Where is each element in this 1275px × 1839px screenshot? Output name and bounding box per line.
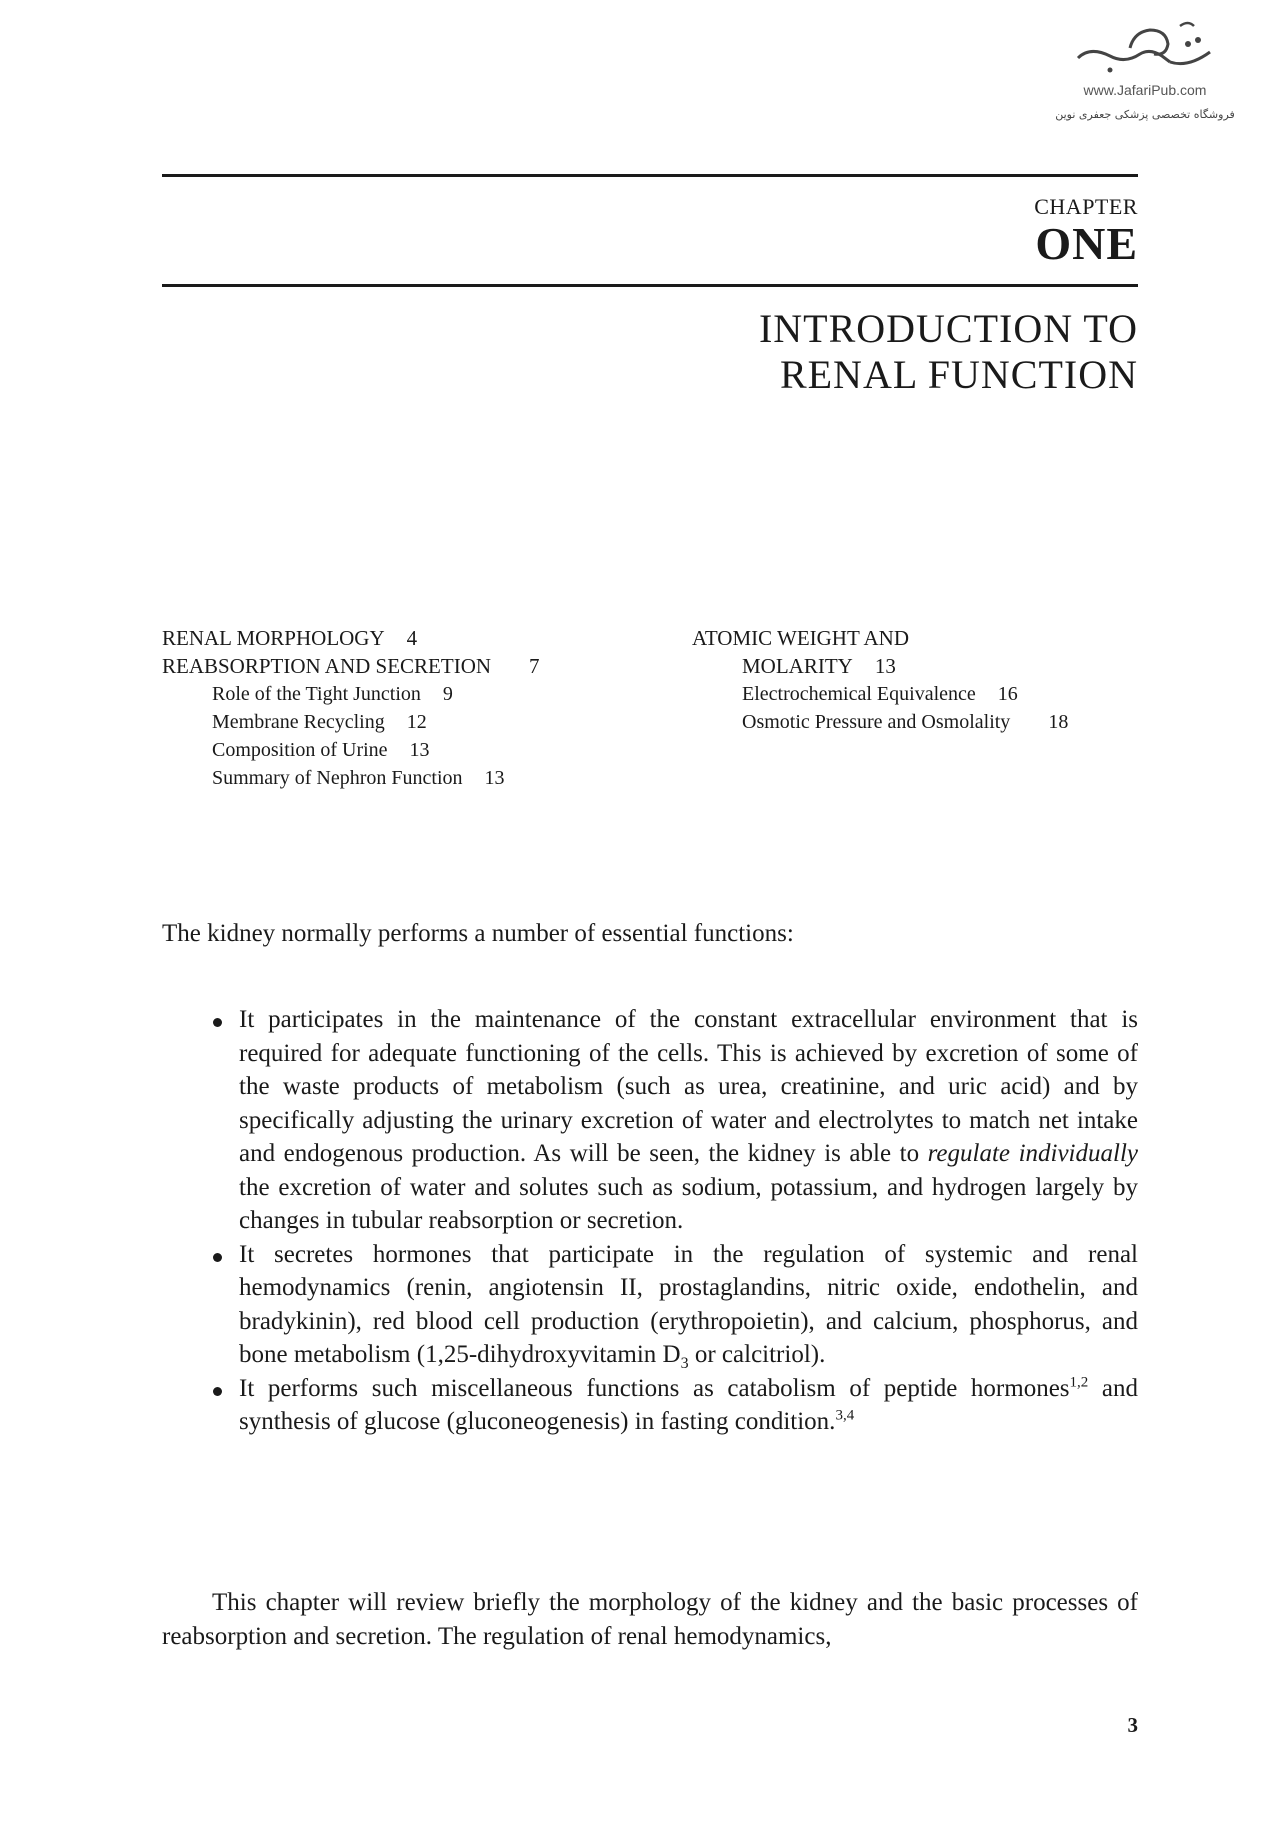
publisher-logo-icon [1070, 18, 1220, 80]
footnote-ref: 3,4 [835, 1407, 855, 1424]
chapter-title [759, 306, 1138, 398]
watermark-url: www.JafariPub.com [1083, 82, 1207, 98]
footnote-ref: 1,2 [1069, 1374, 1089, 1391]
intro-sentence: The kidney normally performs a number of essential functions: [162, 920, 794, 947]
toc-entry-continued: MOLARITY 13 [742, 654, 896, 678]
list-item: It secretes hormones that participate in the regulation of systemic and renal hemodynamics (renin, angiotensin II, prostaglandins, nitric oxide, endothelin, and bradykinin), red blood cell production (erythropoietin), and calcium, phosphorus, and bone metabolism (1,25-dihydroxyvitamin $D_3$ or calcitriol). [211, 1238, 1138, 1372]
toc-subentry: Electrochemical Equivalence 16 [742, 683, 1018, 705]
chapter-title-line-1: INTRODUCTION TO [758, 306, 1138, 351]
toc-entry: REABSORPTION AND SECRETION 7 [162, 654, 540, 678]
watermark-subtitle: فروشگاه تخصصی پزشکی جعفری نوین [1055, 108, 1235, 121]
list-item: It participates in the maintenance of the constant extracellular environment that is required for adequate functioning of the cells. This is achieved by excretion of some of the waste products of metabolism (such as urea, creatinine, and uric acid) and by specifically adjusting the urinary excretion of water and electrolytes to match net intake and endogenous production. As will be seen, the kidney is able to regulate individually the excretion of water and solutes such as sodium, potassium, and hydrogen largely by changes in tubular reabsorption or secretion. [211, 1003, 1138, 1238]
toc-subentry: Osmotic Pressure and Osmolality 18 [742, 711, 1069, 733]
chapter-contents-right [692, 624, 1152, 736]
page-number: 3 [1127, 1713, 1138, 1737]
publisher-watermark [1040, 18, 1250, 148]
toc-subentry: Membrane Recycling 12 [212, 711, 427, 733]
chapter-number: ONE [1035, 218, 1138, 269]
chapter-title-line-2: RENAL FUNCTION [779, 352, 1138, 397]
toc-entry: ATOMIC WEIGHT AND [692, 626, 910, 650]
chapter-bottom-rule [162, 284, 1138, 287]
toc-entry: RENAL MORPHOLOGY 4 [162, 626, 418, 650]
toc-subentry: Composition of Urine 13 [212, 739, 430, 761]
chapter-top-rule [162, 174, 1138, 177]
toc-subentry: Role of the Tight Junction 9 [212, 683, 453, 705]
chapter-label: CHAPTER [1034, 194, 1138, 219]
toc-subentry: Summary of Nephron Function 13 [212, 767, 505, 789]
list-item: It performs such miscellaneous functions as catabolism of peptide hormones$^{1,2}$ and synthesis of glucose (gluconeogenesis) in fasting condition.$^{3,4}$ [211, 1372, 1138, 1439]
chapter-contents-left [162, 624, 662, 792]
body-paragraph: This chapter will review briefly the morphology of the kidney and the basic processes of reabsorption and secretion. The regulation of renal hemodynamics, [162, 1589, 1138, 1650]
function-list [211, 1003, 1138, 1439]
